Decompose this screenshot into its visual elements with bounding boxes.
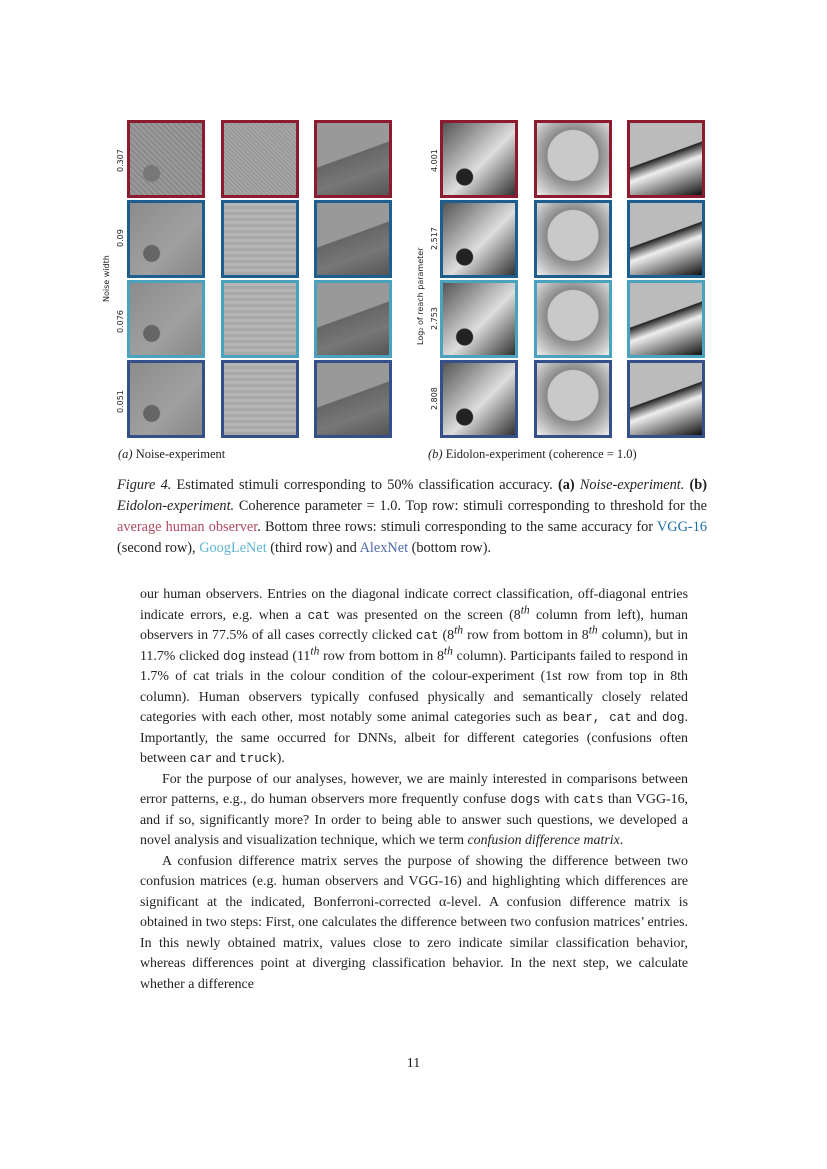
googlenet-legend-text: GoogLeNet: [199, 540, 267, 556]
stimulus-image-keyboard: [627, 120, 705, 198]
stimulus-image-dog: [221, 200, 299, 278]
paragraph: our human observers. Entries on the diagonal indicate correct classification, off-diagonal entries indicate errors, e.g. when a cat was presented on the screen (8th column from left), human observers in 77.5% of all cases correctly clicked cat (8th row from bottom in 8th column), but in 11.7% clicked dog instead (11th row from bottom in 8th column). Participants failed to respond in 1.7% of cat trials in the colour condition of the colour-experiment (1st row from top in 8th column). Human observers typically confused physically and semantically closely related categories with each other, most notably some animal categories such as bear, cat and dog. Importantly, the same occurred for DNNs, albeit for different categories (confusions often between car and truck).: [140, 587, 688, 766]
row-label: 2.753: [430, 307, 439, 330]
text-flow: [0, 475, 827, 1073]
stimulus-image-keyboard: [314, 120, 392, 198]
stimulus-image-bicycle: [440, 200, 518, 278]
row-label: 0.09: [116, 229, 125, 247]
stimulus-image-bicycle: [127, 200, 205, 278]
stimulus-image-bicycle: [440, 360, 518, 438]
figure-caption: Figure 4. Estimated stimuli corresponding to 50% classification accuracy. (a) Noise-experiment. (b) Eidolon-experiment. Coherence parameter = 1.0. Top row: stimuli corresponding to threshold for the average human observer. Bottom three rows: stimuli corresponding to the same accuracy for VGG-16 (second row), GoogLeNet (third row) and AlexNet (bottom row).: [117, 477, 708, 556]
panel-b-subcaption: (b) Eidolon-experiment (coherence = 1.0): [428, 447, 637, 461]
page-number: 11: [406, 1056, 421, 1071]
stimulus-image-dog: [534, 200, 612, 278]
stimulus-image-dog: [534, 120, 612, 198]
vgg-legend-text: VGG-16: [656, 519, 707, 535]
stimulus-image-dog: [534, 280, 612, 358]
stimulus-image-dog: [221, 280, 299, 358]
row-label: 4.001: [430, 149, 439, 172]
stimulus-image-keyboard: [314, 280, 392, 358]
stimulus-image-keyboard: [314, 360, 392, 438]
row-label: 0.307: [116, 149, 125, 172]
panel-a-subcaption: (a) Noise-experiment: [118, 447, 226, 461]
row-label: 2.517: [430, 227, 439, 250]
stimulus-image-keyboard: [627, 200, 705, 278]
stimulus-image-keyboard: [627, 280, 705, 358]
row-label: 0.076: [116, 310, 125, 333]
stimulus-image-bicycle: [440, 120, 518, 198]
stimulus-image-dog: [221, 120, 299, 198]
paragraph: A confusion difference matrix serves the purpose of showing the difference between two confusion matrices (e.g. human observers and VGG-16) and highlighting which differences are significant at the indicated, Bonferroni-corrected α-level. A confusion difference matrix is obtained in two steps: First, one calculates the difference between two confusion matrices’ entries. In this newly obtained matrix, values close to zero indicate similar classification behavior, whereas differences point at diverging classification behavior. In the next step, we calculate whether a difference: [140, 853, 688, 992]
stimulus-image-bicycle: [127, 280, 205, 358]
row-label: 0.051: [116, 390, 125, 413]
human-legend-text: average human observer: [117, 519, 258, 535]
alexnet-legend-text: AlexNet: [359, 540, 409, 556]
row-label: 2.808: [430, 387, 439, 410]
panel-a-axis-label: Noise width: [102, 255, 111, 302]
body-text: [140, 585, 688, 995]
stimulus-image-dog: [534, 360, 612, 438]
stimulus-image-keyboard: [314, 200, 392, 278]
paragraph: For the purpose of our analyses, however, we are mainly interested in comparisons between error patterns, e.g., do human observers more frequently confuse dogs with cats than VGG-16, and if so, significantly more? In order to being able to answer such questions, we developed a novel analysis and visualization technique, which we term confusion difference matrix.: [140, 771, 688, 848]
panel-b-axis-label: Log₂ of reach parameter: [416, 247, 425, 345]
stimulus-image-bicycle: [127, 360, 205, 438]
stimulus-image-bicycle: [127, 120, 205, 198]
stimulus-image-bicycle: [440, 280, 518, 358]
stimulus-image-keyboard: [627, 360, 705, 438]
stimulus-image-dog: [221, 360, 299, 438]
